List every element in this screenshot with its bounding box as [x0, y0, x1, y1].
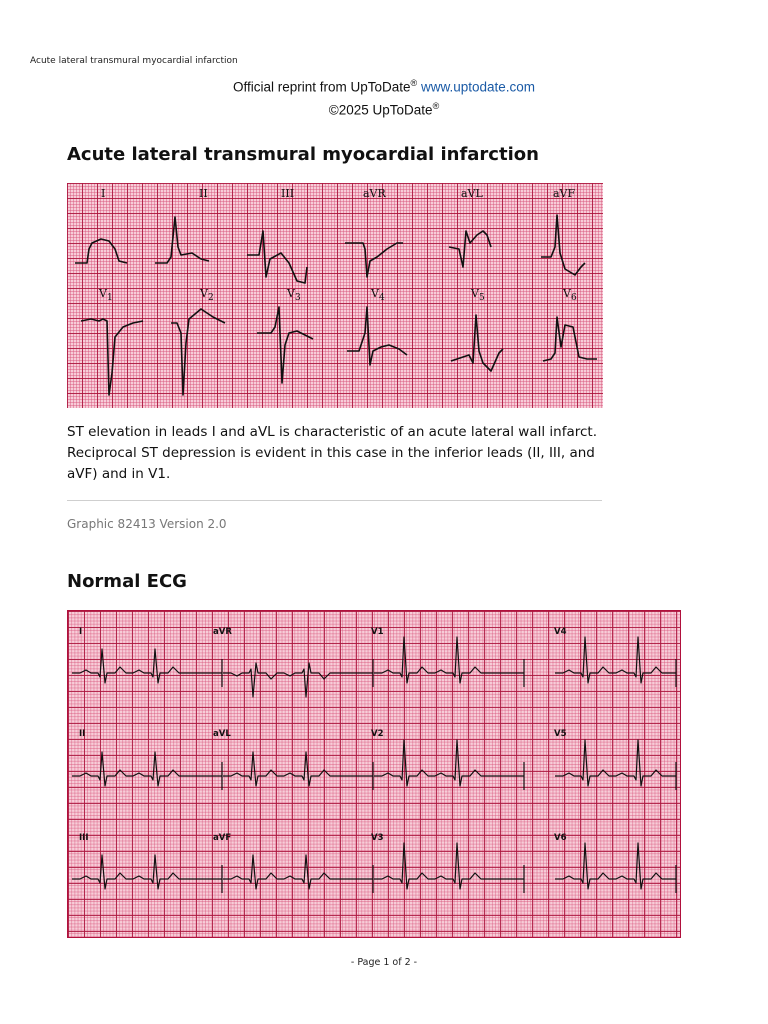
ecg-traces: [67, 183, 603, 408]
trace-lead-v2: [171, 309, 225, 395]
lead-label: V5: [554, 729, 567, 739]
lead-label: aVF: [213, 833, 232, 843]
lead-label: V2: [371, 729, 384, 739]
uptodate-link[interactable]: www.uptodate.com: [420, 79, 536, 95]
lead-label-v1: $V_1$: [99, 287, 113, 304]
trace-lead-v1: [81, 319, 143, 395]
rhythm-trace: [374, 740, 524, 786]
trace-lead-avf: [541, 215, 585, 275]
divider: [67, 500, 602, 501]
lead-label: II: [199, 187, 208, 200]
lead-label-v6: $V_6$: [563, 287, 577, 304]
ecg-normal-image: [67, 610, 681, 938]
lead-label: aVL: [461, 187, 483, 200]
lead-label: V6: [554, 833, 567, 843]
reprint-notice: [0, 74, 768, 119]
rhythm-trace: [555, 740, 676, 786]
document-header-title: Acute lateral transmural myocardial infarction: [30, 56, 238, 66]
reprint-line: [0, 74, 768, 97]
figure1-caption: ST elevation in leads I and aVL is characteristic of an acute lateral wall infarct. Reciprocal ST depression is evident in this case in the inferior leads (II, III, and aVF) and in V1.: [67, 424, 598, 482]
ecg-lateral-mi-image: [67, 183, 603, 408]
lead-label: II: [79, 729, 86, 739]
lead-label: aVL: [213, 729, 231, 739]
rhythm-trace: [223, 752, 373, 786]
trace-lead-v4: [347, 307, 407, 365]
rhythm-trace: [374, 637, 524, 683]
rhythm-trace: [223, 855, 373, 889]
trace-lead-v6: [543, 317, 597, 361]
lead-label-v5: $V_5$: [471, 287, 485, 304]
rhythm-trace: [223, 663, 373, 697]
lead-label-v4: $V_4$: [371, 287, 385, 304]
rhythm-trace: [555, 637, 676, 683]
reprint-text: Official reprint from UpToDate: [232, 79, 411, 95]
rhythm-trace: [374, 843, 524, 889]
lead-label: I: [101, 187, 106, 200]
lead-label-v3: $V_3$: [287, 287, 301, 304]
trace-lead-ii: [155, 217, 209, 263]
lead-label: aVR: [213, 627, 232, 637]
page-footer: - Page 1 of 2 -: [350, 957, 418, 968]
lead-label: III: [281, 187, 295, 200]
rhythm-trace: [72, 649, 222, 683]
ecg-traces: [68, 611, 680, 937]
lead-label-v2: $V_2$: [200, 287, 214, 304]
trace-lead-iii: [247, 231, 307, 283]
trace-lead-avr: [345, 243, 403, 277]
lead-label: I: [79, 627, 83, 637]
lead-label: III: [79, 833, 89, 843]
lead-label: V3: [371, 833, 384, 843]
rhythm-trace: [72, 752, 222, 786]
trace-lead-v3: [257, 307, 313, 383]
lead-label: V1: [371, 627, 384, 637]
trace-lead-avl: [449, 231, 491, 267]
registered-mark: ®: [410, 78, 418, 88]
registered-mark-2: ®: [432, 100, 440, 111]
rhythm-trace: [555, 843, 676, 889]
rhythm-trace: [72, 855, 222, 889]
graphic-reference: Graphic 82413 Version 2.0: [67, 517, 227, 531]
figure2-heading: Normal ECG: [67, 571, 187, 592]
trace-lead-v5: [451, 315, 503, 371]
trace-lead-i: [75, 239, 127, 263]
lead-label: aVR: [363, 187, 386, 200]
lead-label: V4: [554, 627, 567, 637]
copyright-line: [0, 97, 768, 120]
lead-label: aVF: [553, 187, 576, 200]
figure1-heading: Acute lateral transmural myocardial infarction: [67, 144, 539, 165]
copyright-text: ©2025 UpToDate: [328, 102, 433, 117]
